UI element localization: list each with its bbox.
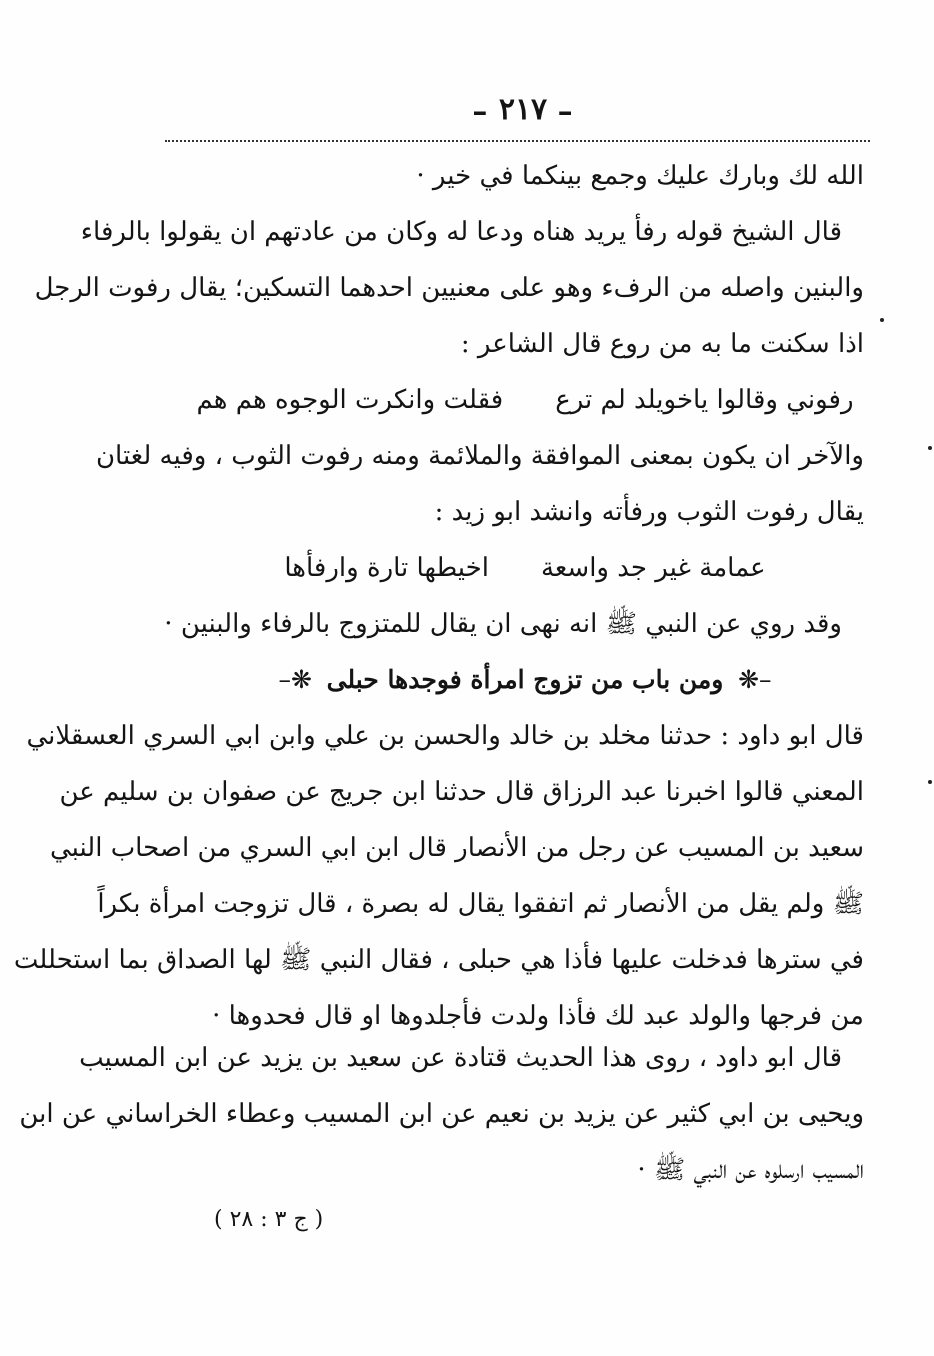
text-line: والبنين واصله من الرفء وهو على معنيين احدهما التسكين؛ يقال رفوت الرجل (34, 273, 864, 303)
verse-line (186, 540, 864, 596)
text-line: وقد روي عن النبي ﷺ انه نهى ان يقال للمتزوج بالرفاء والبنين · (164, 609, 842, 639)
text-line: يقال رفوت الثوب ورفأته وانشد ابو زيد : (434, 497, 864, 527)
verse-hemistich-left: فقلت وانكرت الوجوه هم هم (196, 385, 504, 415)
dash-ornament: – (472, 93, 489, 129)
text-line: والآخر ان يكون بمعنى الموافقة والملائمة ومنه رفوت الثوب ، وفيه لغتان (95, 441, 864, 471)
verse-hemistich-right: عمامة غير جد واسعة (540, 553, 766, 583)
text-line: ويحيى بن ابي كثير عن يزيد بن نعيم عن ابن المسيب وعطاء الخراساني عن ابن (19, 1099, 864, 1129)
text-line: سعيد بن المسيب عن رجل من الأنصار قال ابن ابي السري من اصحاب النبي (49, 833, 864, 863)
margin-mark (928, 446, 932, 450)
chapter-heading-text: ومن باب من تزوج امرأة فوجدها حبلى (326, 665, 724, 694)
verse-hemistich-right: رفوني وقالوا ياخويلد لم ترع (555, 385, 854, 415)
verse-hemistich-left: اخيطها تارة وارفأها (284, 553, 489, 583)
text-line: ﷺ ولم يقل من الأنصار ثم اتفقوا يقال له بصرة ، قال تزوجت امرأة بكراً (97, 889, 864, 919)
verse-line (186, 372, 864, 428)
signature-mark: ( ج ٣ : ٢٨ ) (214, 1207, 324, 1232)
text-line: المسيب ارسلوه عن النبي ﷺ · (637, 1155, 864, 1185)
ornament-icon: ❋– (278, 665, 312, 694)
text-line: قال ابو داود : حدثنا مخلد بن خالد والحسن بن علي وابن ابي السري العسقلاني (26, 721, 864, 751)
text-line: من فرجها والولد عبد لك فأذا ولدت فأجلدوها او قال فحدوها · (212, 1001, 864, 1031)
page-number-text: ٢١٧ (498, 92, 548, 127)
main-text-continued (19, 1030, 864, 1198)
text-line: قال الشيخ قوله رفأ يريد هناه ودعا له وكان من عادتهم ان يقولوا بالرفاء (80, 217, 842, 247)
header-rule (165, 140, 870, 142)
text-line: المعني قالوا اخبرنا عبد الرزاق قال حدثنا ابن جريج عن صفوان بن سليم عن (59, 777, 864, 807)
margin-mark (928, 780, 932, 784)
margin-mark (880, 318, 884, 322)
chapter-heading (186, 652, 864, 708)
main-text (13, 148, 864, 1044)
text-line: الله لك وبارك عليك وجمع بينكما في خير · (416, 161, 864, 191)
ornament-icon: –❋ (738, 665, 772, 694)
text-line: في سترها فدخلت عليها فأذا هي حبلى ، فقال النبي ﷺ لها الصداق بما استحللت (13, 945, 864, 975)
text-line: قال ابو داود ، روى هذا الحديث قتادة عن سعيد بن يزيد عن ابن المسيب (79, 1043, 842, 1073)
text-line: اذا سكنت ما به من روع قال الشاعر : (460, 329, 864, 359)
dash-ornament: – (557, 93, 574, 129)
page-number (0, 92, 934, 129)
